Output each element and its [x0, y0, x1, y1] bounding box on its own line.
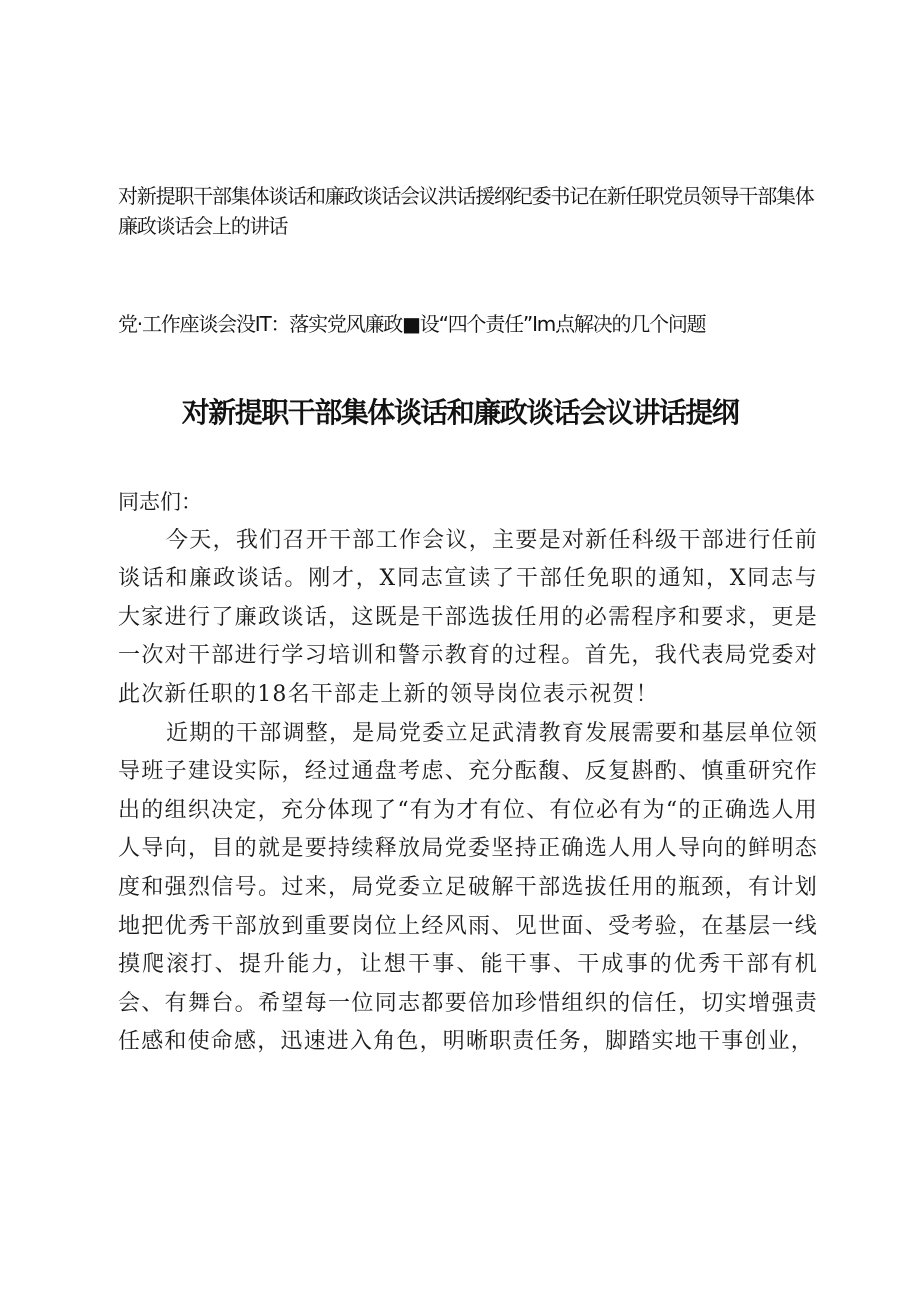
document-body — [118, 483, 818, 1062]
paragraph-1: 今天，我们召开干部工作会议，主要是对新任科级干部进行任前谈话和廉政谈话。刚才，X同志宣读了干部任免职的通知，X同志与大家进行了廉政谈话，这既是干部选拔任用的必需程序和要求，更是一次对干部进行学习培训和警示教育的过程。首先，我代表局党委对此次新任职的18名干部走上新的领导岗位表示祝贺！ — [118, 527, 818, 707]
related-title-1: 对新提职干部集体谈话和廉政谈话会议洪话援纲纪委书记在新任职党员领导干部集体廉政谈话会上的讲话 — [118, 184, 814, 238]
paragraph-2: 近期的干部调整，是局党委立足武清教育发展需要和基层单位领导班子建设实际，经过通盘考虑、充分酝馥、反复斟酌、慎重研究作出的组织决定，充分体现了“有为才有位、有位必有为“的正确选人用人导向，目的就是要持续释放局党委坚持正确选人用人导向的鲜明态度和强烈信号。过来，局党委立足破解干部选拔任用的瓶颈，有计划地把优秀干部放到重要岗位上经风雨、见世面、受考验，在基层一线摸爬滚打、提升能力，让想干事、能干事、干成事的优秀干部有机会、有舞台。希望每一位同志都要倍加珍惜组织的信任，切实增强责任感和使命感，迅速进入角色，明晰职责任务，脚踏实地干事创业， — [118, 720, 818, 1055]
salutation: 同志们： — [118, 490, 202, 514]
related-title-2: 党·工作座谈会没IT：落实党风廉政■设“四个责任”Im点解决的几个问题 — [118, 312, 706, 336]
related-titles — [118, 181, 818, 339]
document-title: 对新提职干部集体谈话和廉政谈话会议讲话提纲 — [181, 396, 739, 429]
